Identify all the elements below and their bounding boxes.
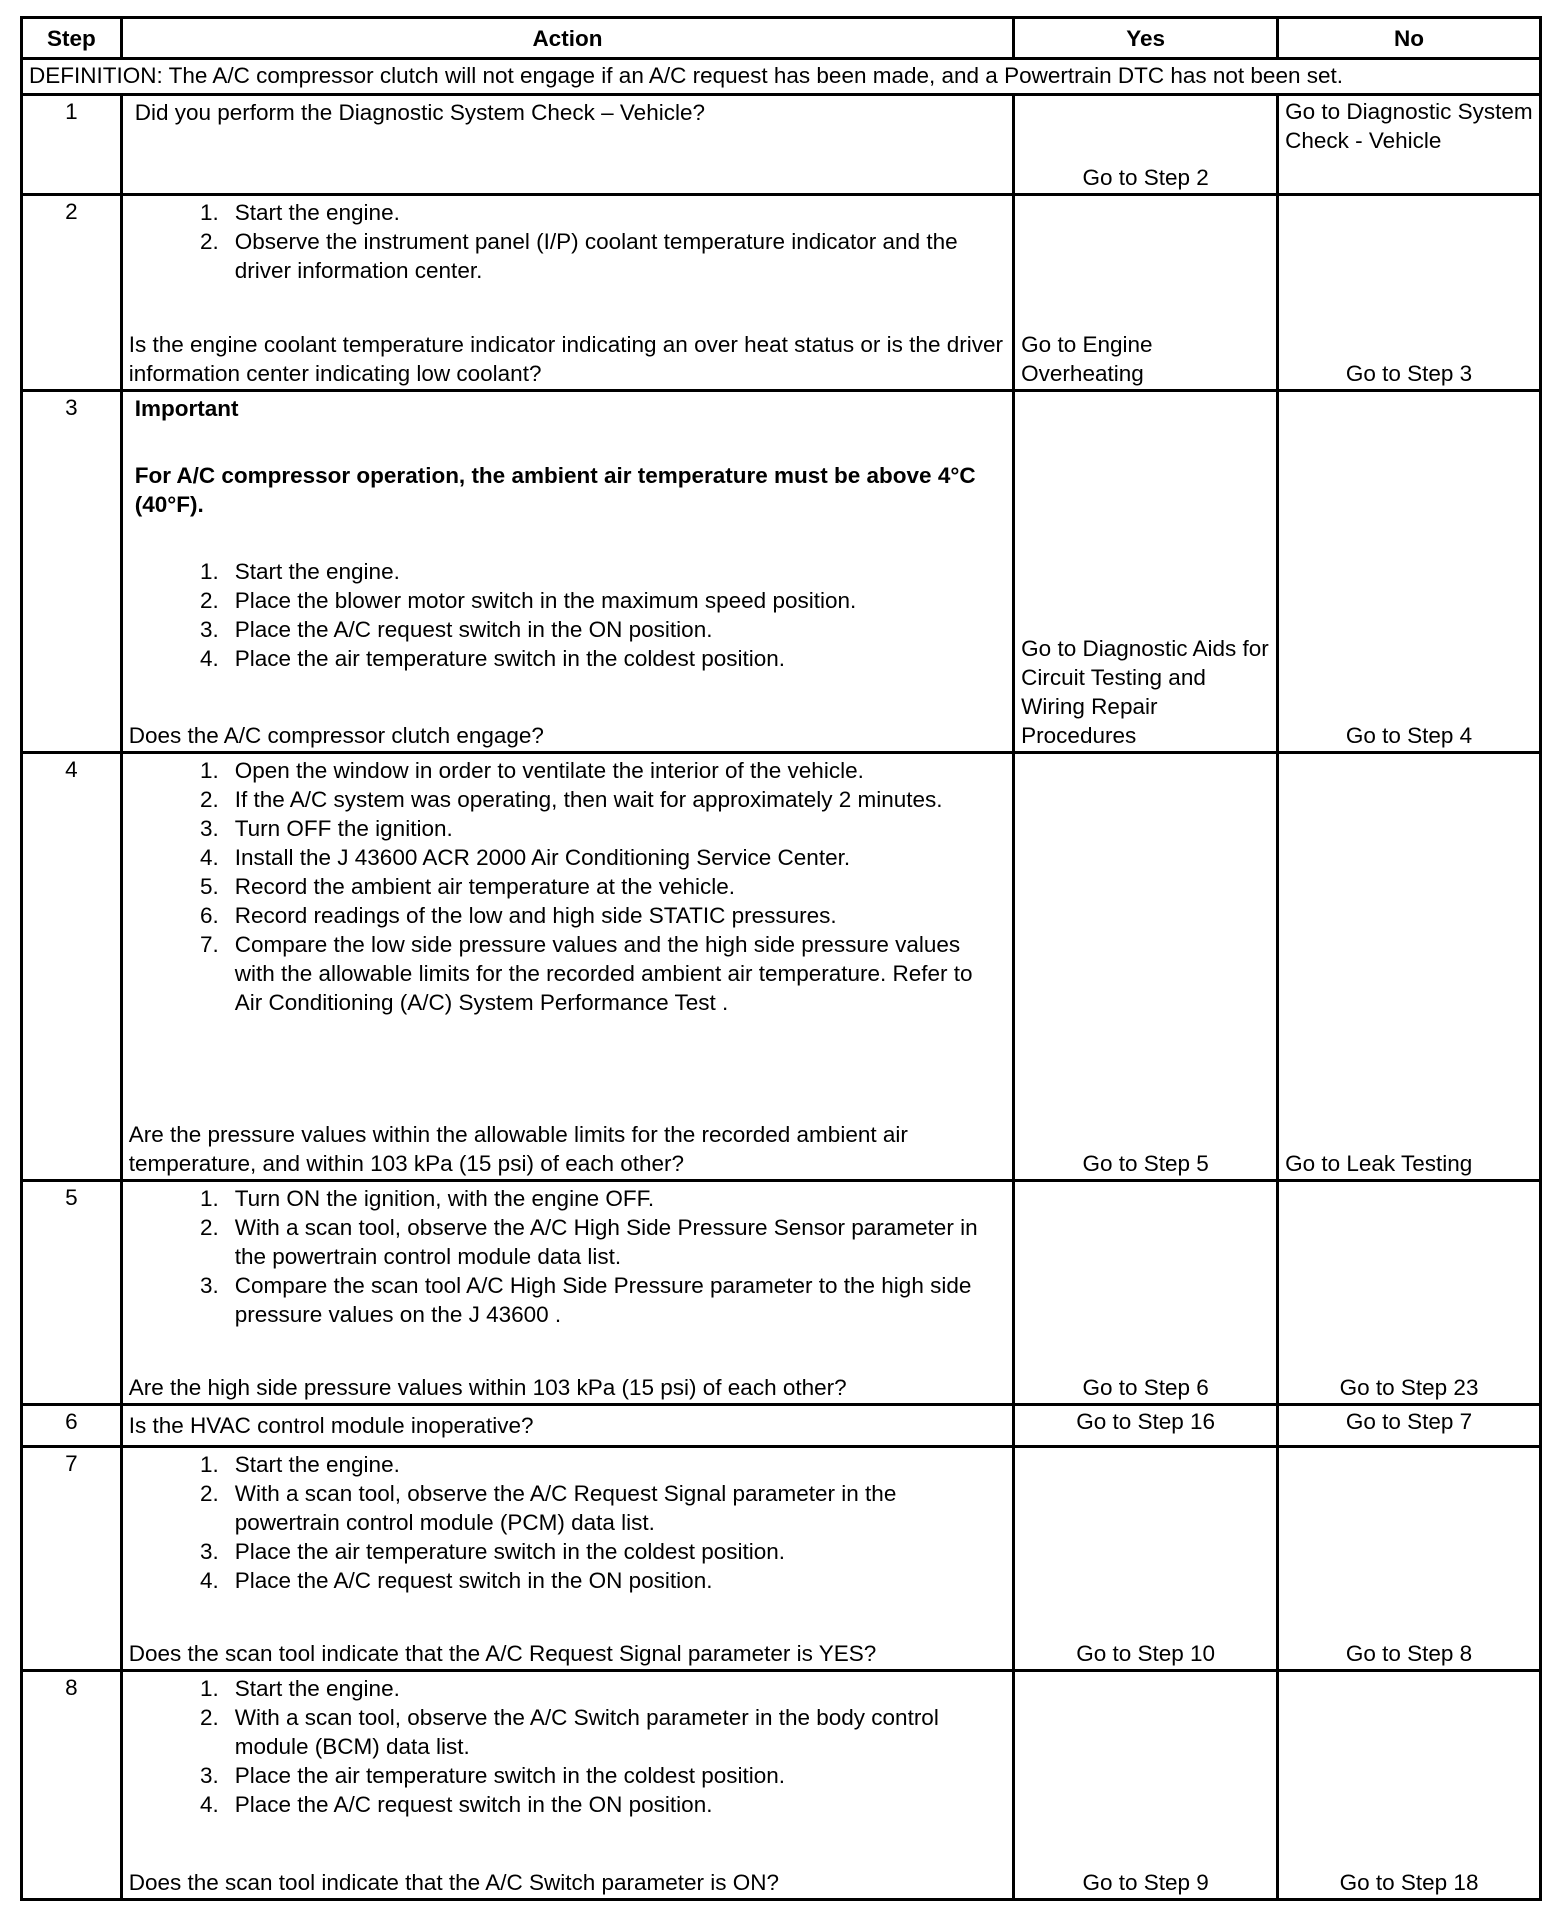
table-row <box>22 1671 1541 1900</box>
action-cell <box>121 753 1013 1181</box>
list-item: 1. Start the engine. <box>199 1676 400 1701</box>
step-number: 8 <box>22 1671 122 1900</box>
question-text: Is the engine coolant temperature indicator indicating an over heat status or is the driver information center indicating low coolant? <box>128 332 1003 386</box>
list-item: 7. Compare the low side pressure values and the high side pressure values with the allowable limits for the recorded ambient air temperature. Refer to Air Conditioning (A/C) System Performance Test . <box>199 932 973 1015</box>
instruction-list <box>135 198 1000 285</box>
action-cell <box>121 391 1013 753</box>
no-cell <box>1278 391 1541 753</box>
list-item: 2. Observe the instrument panel (I/P) coolant temperature indicator and the driver information center. <box>199 229 958 283</box>
yes-link[interactable]: Go to Step 9 <box>1082 1870 1209 1895</box>
header-action: Action <box>121 18 1013 59</box>
instruction-list <box>135 557 1000 673</box>
no-cell <box>1278 1447 1541 1671</box>
header-step: Step <box>22 18 122 59</box>
list-item: 2. If the A/C system was operating, then wait for approximately 2 minutes. <box>199 787 943 812</box>
yes-cell <box>1014 195 1278 391</box>
definition-text: DEFINITION: The A/C compressor clutch will not engage if an A/C request has been made, and a Powertrain DTC has not been set. <box>22 59 1541 95</box>
step-number: 7 <box>22 1447 122 1671</box>
list-item: 3. Place the air temperature switch in the coldest position. <box>199 1539 786 1564</box>
list-item: 1. Open the window in order to ventilate the interior of the vehicle. <box>199 758 864 783</box>
no-cell <box>1278 1181 1541 1405</box>
yes-cell <box>1014 1181 1278 1405</box>
list-item: 2. With a scan tool, observe the A/C Switch parameter in the body control module (BCM) data list. <box>199 1705 939 1759</box>
instruction-list <box>135 1184 1000 1329</box>
list-item: 4. Place the air temperature switch in the coldest position. <box>199 646 786 671</box>
list-item: 1. Turn ON the ignition, with the engine OFF. <box>199 1186 655 1211</box>
question-text: Are the pressure values within the allowable limits for the recorded ambient air temperature, and within 103 kPa (15 psi) of each other? <box>128 1122 908 1176</box>
question-text: Are the high side pressure values within 103 kPa (15 psi) of each other? <box>128 1375 847 1400</box>
no-cell <box>1278 1671 1541 1900</box>
yes-link[interactable]: Go to Step 2 <box>1082 165 1209 190</box>
table-row <box>22 1405 1541 1447</box>
yes-link[interactable]: Go to Diagnostic Aids for Circuit Testing and Wiring Repair Procedures <box>1021 636 1269 748</box>
header-no: No <box>1278 18 1541 59</box>
table-row <box>22 195 1541 391</box>
yes-link[interactable]: Go to Step 10 <box>1076 1641 1216 1666</box>
action-cell <box>121 1447 1013 1671</box>
list-item: 6. Record readings of the low and high side STATIC pressures. <box>199 903 837 928</box>
no-link[interactable]: Go to Step 7 <box>1278 1405 1541 1447</box>
yes-cell <box>1014 391 1278 753</box>
list-item: 5. Record the ambient air temperature at the vehicle. <box>199 874 735 899</box>
important-title: Important <box>134 396 239 421</box>
no-link[interactable]: Go to Step 23 <box>1339 1375 1479 1400</box>
header-yes: Yes <box>1014 18 1278 59</box>
important-text: For A/C compressor operation, the ambient air temperature must be above 4°C (40°F). <box>134 463 976 517</box>
yes-link[interactable]: Go to Step 6 <box>1082 1375 1209 1400</box>
question-text: Does the A/C compressor clutch engage? <box>128 723 544 748</box>
no-link[interactable]: Go to Step 3 <box>1345 361 1473 386</box>
definition-row <box>22 59 1541 95</box>
step-number: 2 <box>22 195 122 391</box>
header-row <box>22 18 1541 59</box>
question-text: Does the scan tool indicate that the A/C Request Signal parameter is YES? <box>128 1641 877 1666</box>
list-item: 3. Compare the scan tool A/C High Side Pressure parameter to the high side pressure values on the J 43600 . <box>199 1273 972 1327</box>
no-link[interactable]: Go to Step 18 <box>1339 1870 1479 1895</box>
no-link[interactable]: Go to Leak Testing <box>1285 1151 1473 1176</box>
no-link[interactable]: Go to Diagnostic System Check - Vehicle <box>1285 99 1533 153</box>
no-cell <box>1278 195 1541 391</box>
table-row <box>22 95 1541 195</box>
table-row <box>22 391 1541 753</box>
yes-cell <box>1014 95 1278 195</box>
no-cell <box>1278 95 1541 195</box>
no-link[interactable]: Go to Step 8 <box>1345 1641 1473 1666</box>
list-item: 1. Start the engine. <box>199 200 400 225</box>
list-item: 2. With a scan tool, observe the A/C High Side Pressure Sensor parameter in the powertrain control module data list. <box>199 1215 978 1269</box>
instruction-list <box>135 1450 1000 1595</box>
instruction-list <box>135 756 1000 1017</box>
list-item: 2. Place the blower motor switch in the maximum speed position. <box>199 588 857 613</box>
step-number: 4 <box>22 753 122 1181</box>
yes-link[interactable]: Go to Step 16 <box>1014 1405 1278 1447</box>
table-row <box>22 1181 1541 1405</box>
question-text: Is the HVAC control module inoperative? <box>121 1405 1013 1447</box>
action-cell <box>121 1181 1013 1405</box>
step-number: 5 <box>22 1181 122 1405</box>
no-link[interactable]: Go to Step 4 <box>1345 723 1473 748</box>
list-item: 1. Start the engine. <box>199 559 400 584</box>
yes-cell <box>1014 753 1278 1181</box>
action-cell <box>121 95 1013 195</box>
list-item: 3. Place the air temperature switch in the coldest position. <box>199 1763 786 1788</box>
step-number: 3 <box>22 391 122 753</box>
action-cell <box>121 1671 1013 1900</box>
step-number: 6 <box>22 1405 122 1447</box>
yes-cell <box>1014 1671 1278 1900</box>
action-cell <box>121 195 1013 391</box>
list-item: 3. Place the A/C request switch in the ON position. <box>199 617 713 642</box>
list-item: 4. Install the J 43600 ACR 2000 Air Conditioning Service Center. <box>199 845 851 870</box>
table-row <box>22 1447 1541 1671</box>
list-item: 3. Turn OFF the ignition. <box>199 816 453 841</box>
step-number: 1 <box>22 95 122 195</box>
list-item: 4. Place the A/C request switch in the ON position. <box>199 1792 713 1817</box>
yes-cell <box>1014 1447 1278 1671</box>
no-cell <box>1278 753 1541 1181</box>
instruction-list <box>135 1674 1000 1819</box>
question-text: Does the scan tool indicate that the A/C Switch parameter is ON? <box>128 1870 780 1895</box>
question-text: Did you perform the Diagnostic System Check – Vehicle? <box>134 100 705 125</box>
list-item: 4. Place the A/C request switch in the ON position. <box>199 1568 713 1593</box>
diagnostic-table <box>20 16 1542 1901</box>
yes-link[interactable]: Go to Engine Overheating <box>1021 332 1153 386</box>
list-item: 2. With a scan tool, observe the A/C Request Signal parameter in the powertrain control module (PCM) data list. <box>199 1481 897 1535</box>
list-item: 1. Start the engine. <box>199 1452 400 1477</box>
yes-link[interactable]: Go to Step 5 <box>1082 1151 1209 1176</box>
table-row <box>22 753 1541 1181</box>
